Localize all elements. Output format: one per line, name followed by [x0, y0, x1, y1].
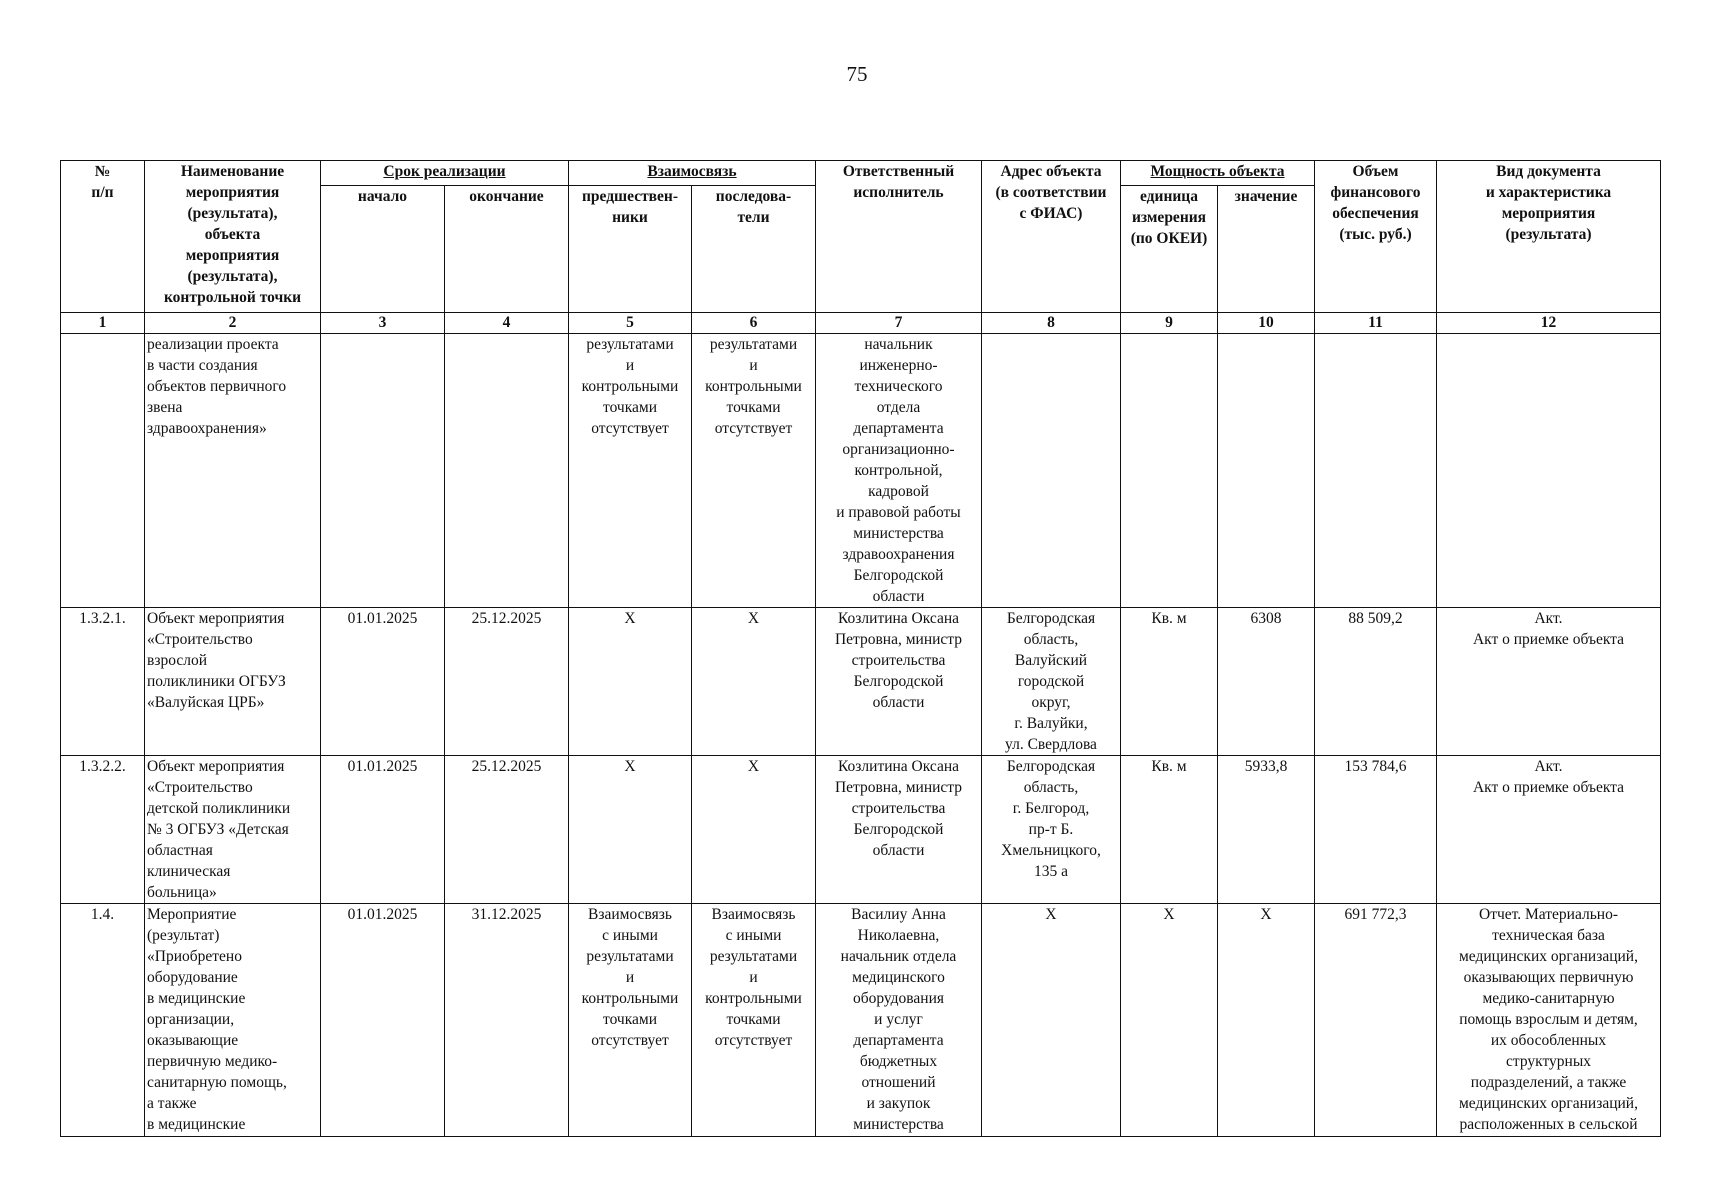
cell-no: 1.3.2.2.	[61, 756, 145, 904]
cell-successors: результатами и контрольными точками отсутствует	[692, 334, 816, 608]
cell-document: Акт. Акт о приемке объекта	[1437, 756, 1661, 904]
cell-responsible: начальник инженерно- технического отдела департамента организационно- контрольной, кадровой и правовой работы министерства здравоохранения Белгородской области	[816, 334, 982, 608]
table-row	[61, 334, 1661, 608]
cell-name: реализации проекта в части создания объектов первичного звена здравоохранения»	[145, 334, 321, 608]
col-number: 7	[816, 313, 982, 334]
header-link-label: Взаимосвязь	[647, 163, 737, 180]
col-number: 1	[61, 313, 145, 334]
cell-value: 6308	[1218, 608, 1315, 756]
header-unit: единица измерения (по ОКЕИ)	[1121, 186, 1218, 313]
cell-finance: 88 509,2	[1315, 608, 1437, 756]
header-end: окончание	[445, 186, 569, 313]
cell-end: 31.12.2025	[445, 904, 569, 1137]
header-successors: последова- тели	[692, 186, 816, 313]
header-no: № п/п	[61, 161, 145, 313]
cell-predecessors: X	[569, 608, 692, 756]
col-number: 6	[692, 313, 816, 334]
header-link	[569, 161, 816, 186]
cell-no: 1.4.	[61, 904, 145, 1137]
cell-end: 25.12.2025	[445, 608, 569, 756]
header-period	[321, 161, 569, 186]
cell-document: Акт. Акт о приемке объекта	[1437, 608, 1661, 756]
cell-start: 01.01.2025	[321, 608, 445, 756]
cell-document: Отчет. Материально- техническая база медицинских организаций, оказывающих первичную медико-санитарную помощь взрослым и детям, их обособленных структурных подразделений, а также медицинских организаций, расположенных в сельской	[1437, 904, 1661, 1137]
cell-successors: X	[692, 756, 816, 904]
cell-value: 5933,8	[1218, 756, 1315, 904]
col-number: 11	[1315, 313, 1437, 334]
cell-unit	[1121, 334, 1218, 608]
cell-value	[1218, 334, 1315, 608]
cell-finance: 691 772,3	[1315, 904, 1437, 1137]
cell-unit: Кв. м	[1121, 756, 1218, 904]
cell-name: Мероприятие (результат) «Приобретено оборудование в медицинские организации, оказывающие первичную медико- санитарную помощь, а также в медицинские	[145, 904, 321, 1137]
header-start: начало	[321, 186, 445, 313]
cell-responsible: Козлитина Оксана Петровна, министр строительства Белгородской области	[816, 756, 982, 904]
col-number: 12	[1437, 313, 1661, 334]
col-number: 4	[445, 313, 569, 334]
header-predecessors: предшествен- ники	[569, 186, 692, 313]
cell-start: 01.01.2025	[321, 756, 445, 904]
col-number: 9	[1121, 313, 1218, 334]
header-value: значение	[1218, 186, 1315, 313]
table-row	[61, 756, 1661, 904]
cell-finance: 153 784,6	[1315, 756, 1437, 904]
cell-predecessors: Взаимосвязь с иными результатами и контрольными точками отсутствует	[569, 904, 692, 1137]
cell-address: Белгородская область, г. Белгород, пр-т Б. Хмельницкого, 135 а	[982, 756, 1121, 904]
cell-name: Объект мероприятия «Строительство взрослой поликлиники ОГБУЗ «Валуйская ЦРБ»	[145, 608, 321, 756]
cell-finance	[1315, 334, 1437, 608]
cell-end	[445, 334, 569, 608]
cell-end: 25.12.2025	[445, 756, 569, 904]
table-row	[61, 608, 1661, 756]
header-name: Наименование мероприятия (результата), объекта мероприятия (результата), контрольной точки	[145, 161, 321, 313]
col-number: 5	[569, 313, 692, 334]
cell-start: 01.01.2025	[321, 904, 445, 1137]
col-number: 3	[321, 313, 445, 334]
cell-unit: X	[1121, 904, 1218, 1137]
cell-name: Объект мероприятия «Строительство детской поликлиники № 3 ОГБУЗ «Детская областная клиническая больница»	[145, 756, 321, 904]
cell-predecessors: X	[569, 756, 692, 904]
cell-document	[1437, 334, 1661, 608]
col-number: 2	[145, 313, 321, 334]
cell-no	[61, 334, 145, 608]
cell-address	[982, 334, 1121, 608]
header-finance: Объем финансового обеспечения (тыс. руб.)	[1315, 161, 1437, 313]
table-row	[61, 904, 1661, 1137]
header-address: Адрес объекта (в соответствии с ФИАС)	[982, 161, 1121, 313]
cell-successors: X	[692, 608, 816, 756]
col-number: 10	[1218, 313, 1315, 334]
cell-start	[321, 334, 445, 608]
cell-unit: Кв. м	[1121, 608, 1218, 756]
cell-address: X	[982, 904, 1121, 1137]
header-responsible: Ответственный исполнитель	[816, 161, 982, 313]
header-document: Вид документа и характеристика мероприятия (результата)	[1437, 161, 1661, 313]
header-power-label: Мощность объекта	[1150, 163, 1285, 180]
cell-responsible: Козлитина Оксана Петровна, министр строительства Белгородской области	[816, 608, 982, 756]
cell-address: Белгородская область, Валуйский городской округ, г. Валуйки, ул. Свердлова	[982, 608, 1121, 756]
header-power	[1121, 161, 1315, 186]
cell-predecessors: результатами и контрольными точками отсутствует	[569, 334, 692, 608]
cell-value: X	[1218, 904, 1315, 1137]
cell-no: 1.3.2.1.	[61, 608, 145, 756]
page-number: 75	[846, 62, 868, 86]
cell-successors: Взаимосвязь с иными результатами и контрольными точками отсутствует	[692, 904, 816, 1137]
col-number: 8	[982, 313, 1121, 334]
cell-responsible: Василиу Анна Николаевна, начальник отдела медицинского оборудования и услуг департамента бюджетных отношений и закупок министерства	[816, 904, 982, 1137]
header-period-label: Срок реализации	[383, 163, 506, 180]
plan-table	[60, 160, 1661, 1137]
